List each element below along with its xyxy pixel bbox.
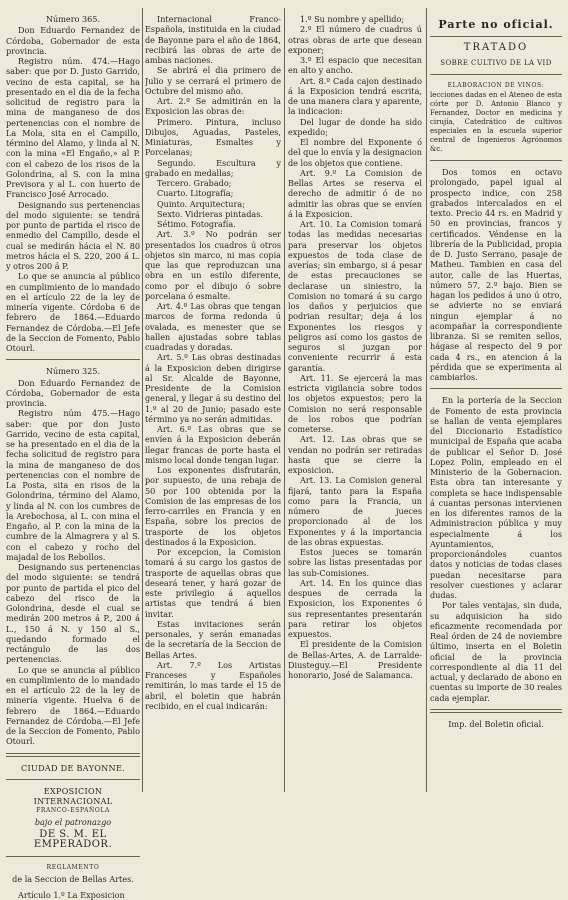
notice-number: Número 325. [45, 366, 101, 377]
paragraph: El nombre del Exponente ó del que lo envía y la designacion de los objetos que contiene. [288, 137, 422, 168]
paragraph: Designando sus pertenencias del modo siguiente: se tendrá por punto de partida el risco de enmedio del Campillo, desde el cual se medirán hácia el N. 80 metros hácia el S. 220, 200 á L. y otros 200 á P. [6, 199, 140, 271]
regulation-title: REGLAMENTO [46, 864, 100, 872]
book-title: TRATADO [463, 42, 529, 54]
double-divider [430, 709, 562, 713]
paragraph: Estos jueces se tomarán sobre las listas presentadas por las sub-Comisiones. [288, 547, 422, 578]
paragraph: Dos tomos en octavo prolongado, papel igual al prospecto indice, con 258 grabados intercalados en el texto. Precio 44 rs. en Madrid y 50 en provincias, francos y certificados. Véndense en la librería de la Publicidad, propia de D. Justo Serrano, pasaje de Matheu. Tambien en casa del autor, calle de las Huertas, número 57, 2.º bajo. Bien se hagan los pedidos á uno ú otro, se advierte no se enviará ningun ejemplar á no acompañar la correspondiente libranza. Si se remiten sellos, hágase al respecto del 9 por cada 4 rs., en atencion á la pérdida que se experimenta al cambiarlos. [430, 167, 562, 382]
paragraph: Art. 14. En los quince dias despues de cerrada la Exposicion, los Exponentes ó sus representantes presentarán para retirar los objetos expuestos. [288, 577, 422, 639]
paragraph: En la portería de la Seccion de Fomento de esta provincia se hallan de venta ejemplares del Diccionario Estadístico municipal de España que acaba de publicar el Señor D. José Lopez Polin, empleado en el Ministerio de la Gobernacion. Esta obra tan interesante y completa se hace indispensable á cuantas personas intervienen en los diferentes ramos de la Administracion pública y muy especialmente á los Ayuntamientos, proporcionándoles cuantos datos y noticias de todas clases puedan necesitarse para resolver cuestiones y aclarar dudas. [430, 395, 562, 600]
book-subtitle-2: ELABORACION DE VINOS: [447, 81, 545, 89]
column-3 [288, 14, 422, 680]
paragraph: Segundo. Escultura y grabado en medallas; [145, 157, 281, 178]
divider [6, 856, 140, 857]
paragraph: Sétimo. Fotografía. [157, 219, 236, 229]
paragraph: Designando sus pertenencias del modo siguiente: se tendrá por punto de partida el pico del cabezo del risco de la Golondrina, desde el cual se medirán 200 metros á P., 200 á L., 150 á N. y 150 al S., quedando formado el rectángulo de las dos pertenencias. [6, 562, 140, 665]
paragraph: Del lugar de donde ha sido expedido; [288, 116, 422, 137]
emperor-line: DE S. M. EL EMPERADOR. [33, 828, 113, 850]
book-intro: lecciones dadas en el Ateneo de esta córte por D. Antonio Blanco y Fernandez, Doctor en medicina y cirujía, Catedrático de cultivos especiales en la escuela superior central de Ingenieros Agrónomos &c. [430, 91, 562, 153]
paragraph: Artículo 1.º La Exposicion [18, 889, 125, 900]
paragraph: Don Eduardo Fernandez de Córdoba, Gobernador de esta provincia. [6, 377, 140, 408]
column-rule [426, 8, 427, 792]
paragraph: Art. 10. La Comision tomará todas las medidas necesarias para preservar los objetos expuestos de toda clase de averías; sin embargo, si á pesar de estas precauciones se declarase un siniestro, la Comision no tomará á su cargo los daños y perjuicios que podrian resultar; deja á los Exponentes los riesgos y peligros así como los gastos de seguros si juzgan por conveniente recurrir á esta garantía. [288, 219, 422, 373]
section-heading: Parte no oficial. [438, 18, 554, 31]
printer-imprint: Imp. del Boletin oficial. [448, 718, 544, 729]
paragraph: Registro núm. 474.—Hago saber: que por D. Justo Garrido, vecino de esta capital, se ha presentado en el dia de la fecha solicitud de registro para la mina de manganeso de dos pertenencias con el nombre de La Mola, sita en el Campillo, término del Alamo, y linda al N. con la mina «El Engaño,» al P. con el cabezo de los risos de la Golondrina, al S. con la mina Previsora y al L. con huerto de Francisco José Arrocado. [6, 56, 140, 200]
paragraph: Art. 4.º Las obras que tengan marcos de forma redonda ú ovalada, es menester que se hallen ajustadas sobre tablas cuadradas y doradas. [145, 301, 281, 352]
section-heading: CIUDAD DE BAYONNE. [20, 762, 126, 773]
column-rule [142, 8, 143, 792]
column-2 [145, 14, 281, 711]
paragraph: Art. 13. La Comision general fijará, tanto para la España como para la Francia, un número de jueces proporcionado al de los Exponentes y á la importancia de las obras expuestas. [288, 475, 422, 547]
paragraph: Sexto. Vidrieras pintadas. [157, 208, 263, 219]
paragraph: Art. 11. Se ejercerá la mas estricta vigilancia sobre todos los objetos expuestos; pero la Comision no será responsable de los robos que podrían cometerse. [288, 372, 422, 434]
paragraph: Primero. Pintura, incluso Dibujos, Aguadas, Pasteles, Miniaturas, Esmaltes y Porcelanas; [145, 116, 281, 158]
divider [430, 388, 562, 389]
paragraph: Don Eduardo Fernandez de Córdoba, Gobernador de esta provincia. [6, 25, 140, 56]
notice-number: Número 365. [45, 14, 101, 24]
column-rule [284, 8, 285, 792]
exposition-title: EXPOSICION INTERNACIONAL [33, 785, 113, 806]
paragraph: Cuarto. Litografía; [157, 188, 234, 199]
paragraph: Art. 3.º No podrán ser presentados los cuadros ú otros objetos sin marco, ni mas copia que las que reproduzcan una obra en un estilo diferente, como por el dibujo ó sobre porcelana ó esmalte. [145, 229, 281, 301]
divider [6, 779, 140, 780]
book-subtitle: SOBRE CULTIVO DE LA VID [440, 58, 552, 67]
paragraph: Art. 8.º Cada cajon destinado á la Exposicion tendrá escrita, de una manera clara y aparente, la indicacion: [288, 75, 422, 117]
paragraph: Art. 7.º Los Artistas Franceses y Españoles remitirán, lo mas tarde el 15 de abril, el boletin que habrán recibido, en el cual indicarán: [145, 659, 281, 711]
patronage-line: bajo el patronazgo [34, 816, 112, 827]
paragraph: Los exponentes disfrutarán, por supuesto, de una rebaja de 50 por 100 obtenida por la Comision de las empresas de los ferro-carriles en Francia y en España, sobre los precios de trasporte de los objetos destinados á la Exposicion. [145, 465, 281, 547]
paragraph: Quinto. Arquitectura; [157, 198, 245, 209]
paragraph: Lo que se anuncia al público en cumplimiento de lo mandado en el artículo 22 de la ley de minería vigente. Huelva 6 de febrero de 1864.—Eduardo Fernandez de Córdoba.—El Jefe de la Seccion de Fomento, Pablo Otourl. [6, 664, 140, 747]
paragraph: Art. 6.º Las obras que se envíen á la Exposicion deberán llegar francas de porte hasta el mismo local donde tengan lugar. [145, 424, 281, 465]
paragraph: Por excepcion, la Comision tomará á su cargo los gastos de trasporte de aquellas obras que deseará tener, y hará gozar de este privilegio á aquellos artistas que tendrá á bien invitar. [145, 547, 281, 619]
paragraph: Art. 2.º Se admitirán en la Exposicion las obras de: [145, 96, 281, 117]
double-divider [6, 753, 140, 757]
divider [430, 36, 562, 37]
divider [6, 359, 140, 360]
paragraph: Lo que se anuncia al público en cumplimiento de lo mandado en el artículo 22 de la ley de minería vigente. Córdoba 6 de febrero de 1864.—Eduardo Fernandez de Córdoba.—El Jefe de la Seccion de Fomento, Pablo Otourl. [6, 271, 140, 353]
paragraph: Art. 9.º La Comision de Bellas Artes se reserva el derecho de admitir ó de no admitir las obras que se envíen á la Exposicion. [288, 167, 422, 219]
paragraph: Se abrirá el dia primero de Julio y se cerrará el primero de Octubre del mismo año. [145, 65, 281, 96]
paragraph: Registro núm 475.—Hago saber: que por don Justo Garrido, vecino de esta capital, se ha presentado en el dia de la fecha solicitud de registro para la mina de manganeso de dos pertenencias con el nombre de La Posta, sita en risos de la Golondrina, término del Alamo, y linda al N. con los cumbres de la Arebochosa, al L. con mina el Engaño, al P. con la mina de la cumbre de la Almagrera y al S. con el cabezo y rocho del majadal de los Rebollos. [6, 408, 140, 562]
exposition-subtitle: FRANCO-ESPAÑOLA [36, 807, 110, 815]
paragraph: 1.º Su nombre y apellido; [300, 14, 405, 24]
divider [430, 74, 562, 75]
paragraph: Estas invitaciones serán personales, y serán emanadas de la secretaría de la Seccion de Bellas Artes. [145, 618, 281, 660]
regulation-subtitle: de la Seccion de Bellas Artes. [12, 873, 134, 884]
paragraph: Tercero. Grabado; [157, 178, 232, 188]
column-4 [430, 14, 562, 729]
paragraph: 2.º El número de cuadros ú otras obras de arte que desean exponer; [288, 24, 422, 55]
paragraph: 3.º El espacio que necesitan en alto y ancho. [288, 55, 422, 76]
paragraph: Art. 5.º Las obras destinadas á la Exposicion deben dirigirse al Sr. Alcalde de Bayonne, Presidente de la Comision general, y llegar á su destino del 1.º al 20 de Junio; pasado este término ya no serán admitidas. [145, 352, 281, 424]
divider [430, 160, 562, 161]
paragraph: Por tales ventajas, sin duda, su adquisicion ha sido eficazmente recomendada por Real órden de 24 de noviembre último, inserta en el Boletin oficial de la provincia correspondiente al dia 11 del actual, y declarado de abono en cuentas su importe de 30 reales cada ejemplar. [430, 600, 562, 703]
paragraph: Art. 12. Las obras que se vendan no podrán ser retiradas hasta que se cierre la exposicion. [288, 434, 422, 475]
paragraph: El presidente de la Comision de Bellas-Artes, A. de Larralde-Diusteguy.—El Presidente honorario, José de Salamanca. [288, 639, 422, 680]
paragraph: Internacional Franco-Española, instituida en la ciudad de Bayonne para el año de 1864, recibirá las obras de arte de ambas naciones. [145, 14, 281, 65]
column-1 [6, 14, 140, 900]
